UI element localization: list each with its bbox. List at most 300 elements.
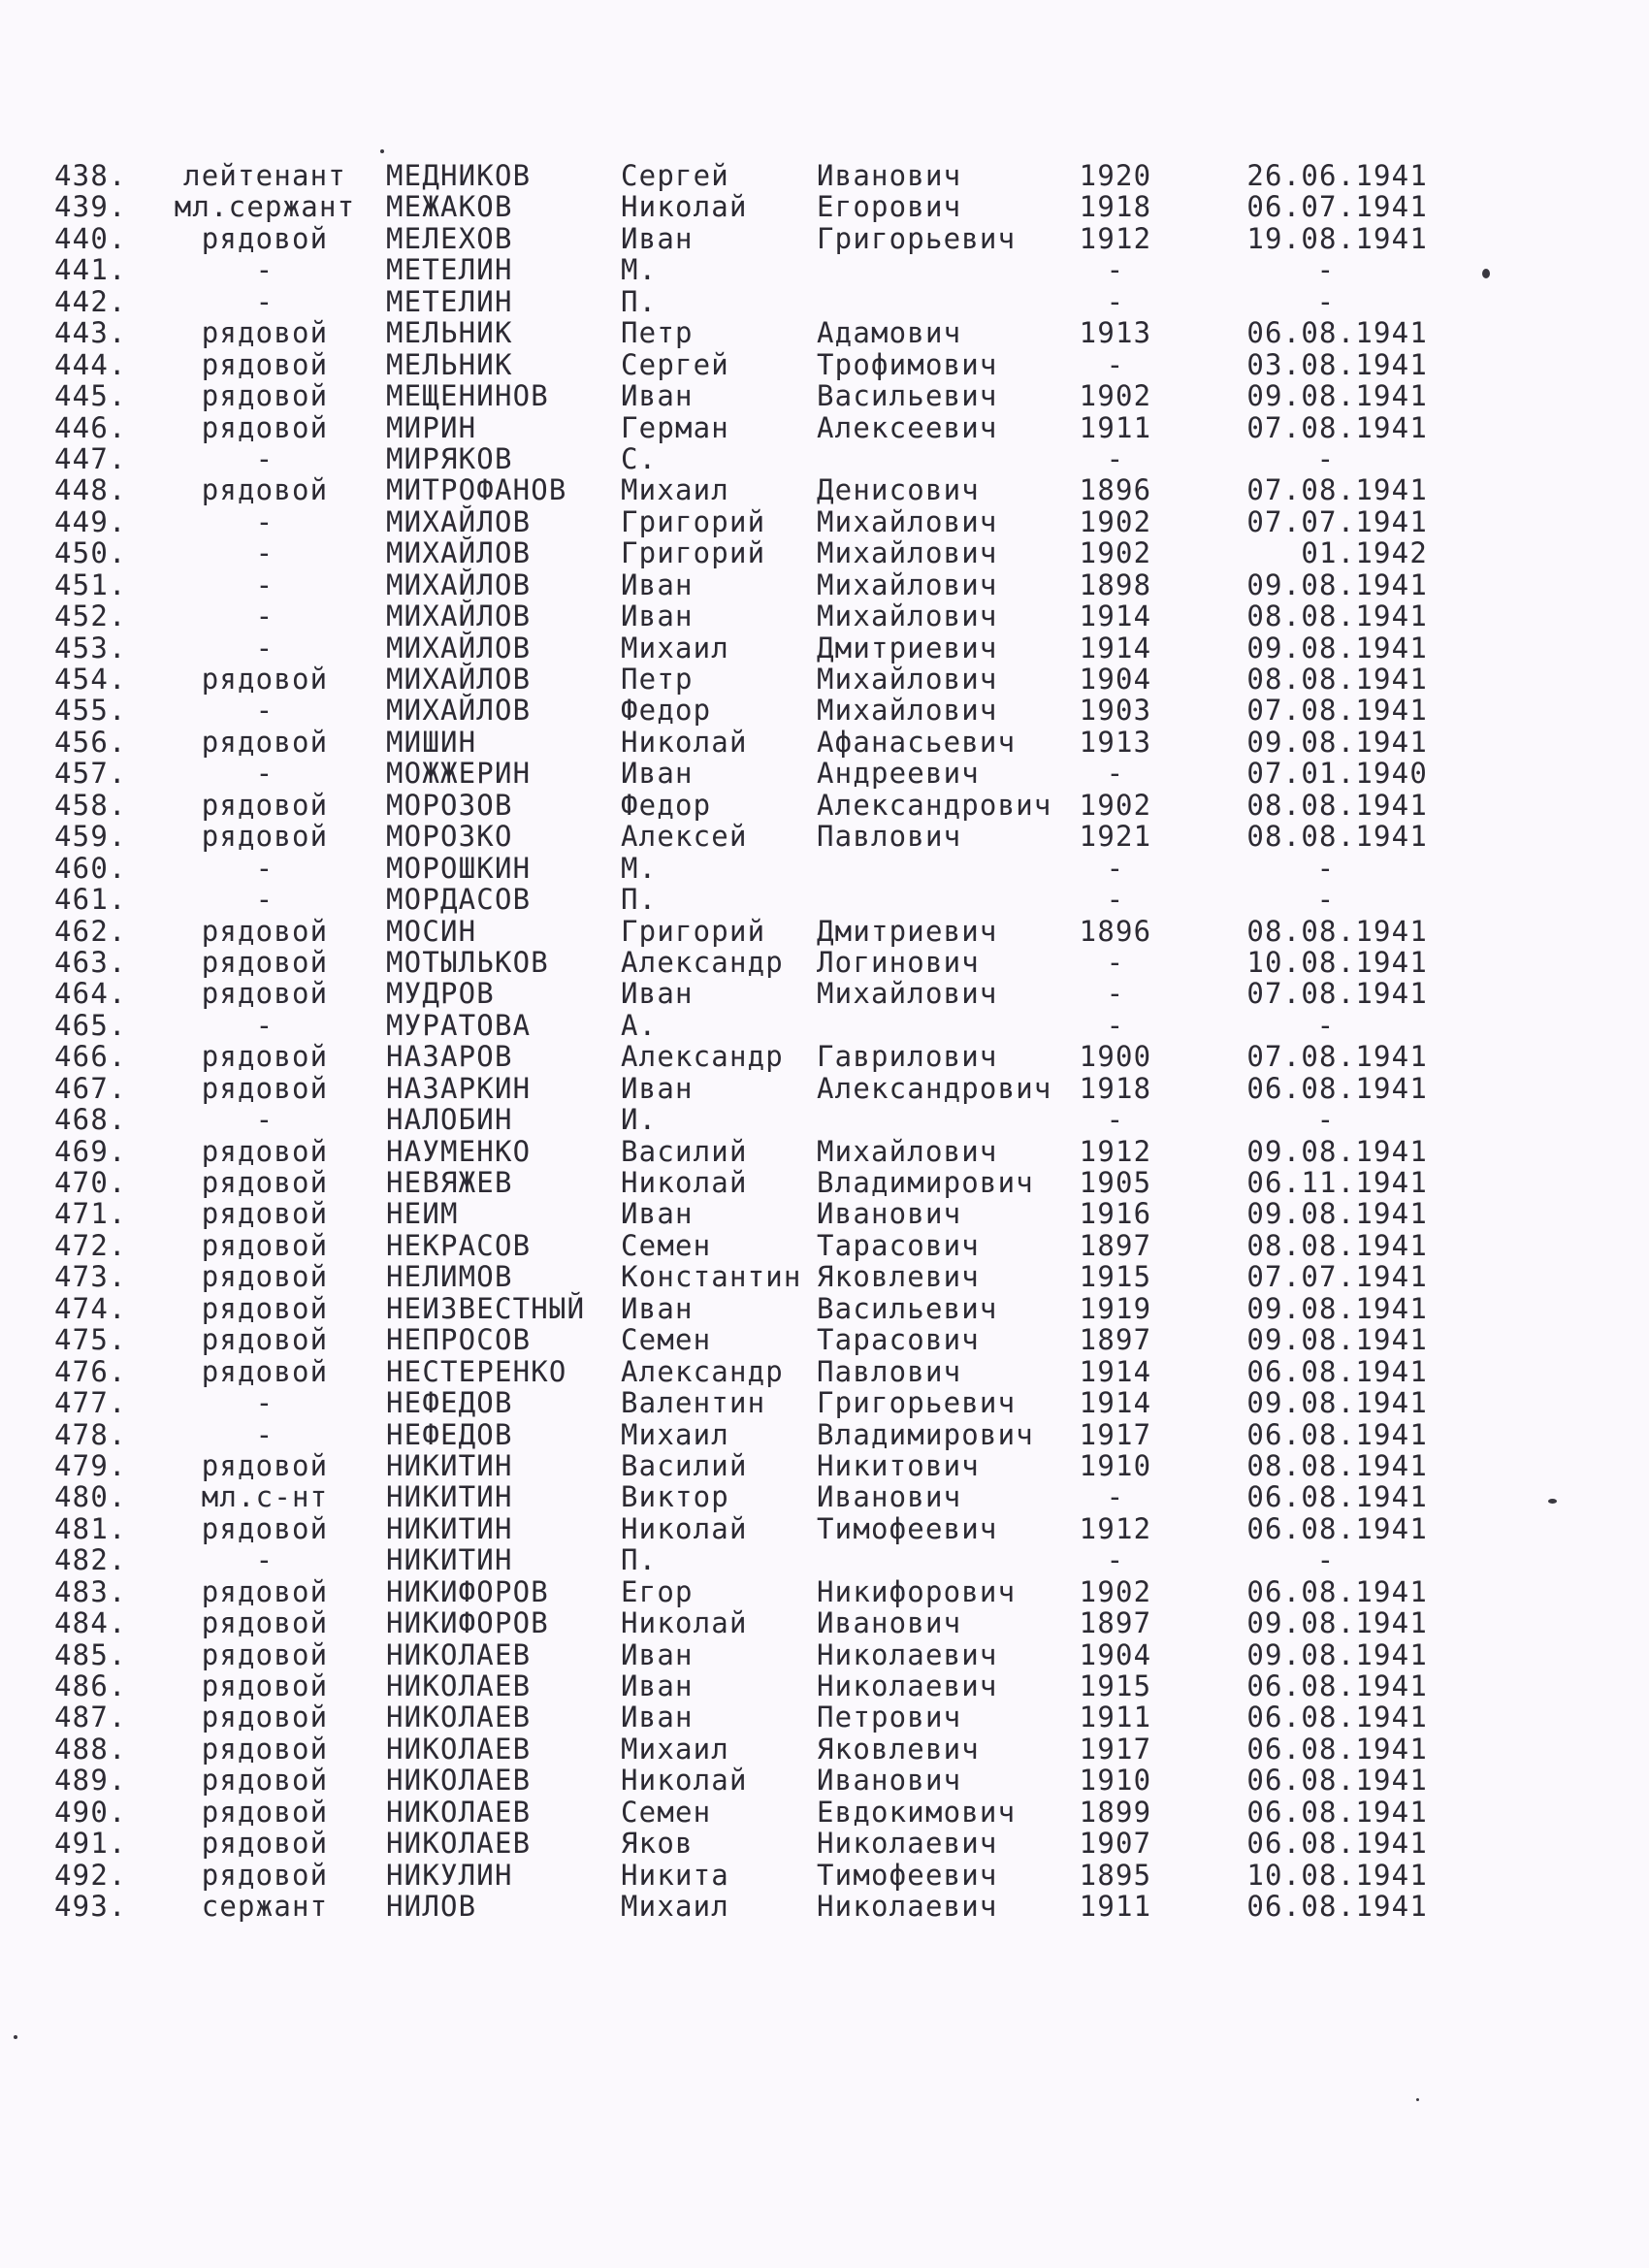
record-rank: - — [255, 504, 275, 538]
record-birth-year: 1915 — [1079, 1669, 1152, 1702]
record-first-name: Никита — [621, 1858, 729, 1892]
record-birth-year: 1914 — [1079, 1386, 1152, 1420]
record-birth-year: 1900 — [1079, 1040, 1152, 1074]
record-birth-year: 1920 — [1079, 159, 1152, 192]
record-first-name: П. — [621, 1543, 658, 1577]
record-date: 07.08.1941 — [1246, 1040, 1428, 1074]
record-birth-year: 1902 — [1079, 504, 1152, 538]
record-number: 485. — [54, 1637, 127, 1671]
record-surname: МОСИН — [386, 914, 477, 948]
record-first-name: Егор — [621, 1574, 694, 1608]
record-number: 463. — [54, 945, 127, 979]
record-surname: МЕЛЬНИК — [386, 347, 513, 381]
record-patronymic: Евдокимович — [817, 1795, 1017, 1829]
record-rank: рядовой — [201, 1858, 329, 1892]
record-date: 06.08.1941 — [1246, 1669, 1428, 1702]
list-row — [0, 1733, 1649, 1765]
record-birth-year: 1914 — [1079, 1354, 1152, 1388]
record-patronymic: Михайлович — [817, 567, 998, 601]
list-row — [0, 286, 1649, 317]
record-rank: - — [255, 253, 275, 287]
record-date: 07.08.1941 — [1246, 977, 1428, 1011]
list-row — [0, 1765, 1649, 1796]
record-number: 478. — [54, 1417, 127, 1451]
record-date: 06.08.1941 — [1246, 1071, 1428, 1105]
record-number: 467. — [54, 1071, 127, 1105]
list-row — [0, 1073, 1649, 1104]
record-rank: рядовой — [201, 221, 329, 255]
record-date: 07.08.1941 — [1246, 410, 1428, 444]
list-row — [0, 380, 1649, 411]
record-patronymic: Егорович — [817, 190, 962, 224]
record-patronymic: Петрович — [817, 1701, 962, 1734]
record-birth-year: 1902 — [1079, 379, 1152, 413]
record-number: 441. — [54, 253, 127, 287]
record-birth-year: 1918 — [1079, 190, 1152, 224]
list-row — [0, 1167, 1649, 1198]
record-first-name: М. — [621, 851, 658, 885]
record-surname: НЕСТЕРЕНКО — [386, 1354, 567, 1388]
record-rank: - — [255, 536, 275, 570]
record-date: 06.08.1941 — [1246, 1511, 1428, 1545]
record-birth-year: 1910 — [1079, 1764, 1152, 1798]
record-rank: - — [255, 757, 275, 791]
record-first-name: Иван — [621, 1291, 694, 1325]
record-patronymic: Иванович — [817, 1764, 962, 1798]
record-first-name: Александр — [621, 1354, 784, 1388]
record-surname: МЕЩЕНИНОВ — [386, 379, 549, 413]
record-rank: рядовой — [201, 1166, 329, 1199]
record-first-name: Иван — [621, 1637, 694, 1671]
list-row — [0, 1387, 1649, 1418]
record-birth-year: - — [1106, 253, 1125, 287]
record-number: 492. — [54, 1858, 127, 1892]
scan-speck — [1416, 2098, 1419, 2101]
record-date: - — [1316, 441, 1336, 475]
record-date: 26.06.1941 — [1246, 159, 1428, 192]
record-surname: НИКОЛАЕВ — [386, 1764, 532, 1798]
record-date: 19.08.1941 — [1246, 221, 1428, 255]
record-date: 07.08.1941 — [1246, 473, 1428, 507]
record-first-name: И. — [621, 1103, 658, 1137]
record-number: 452. — [54, 599, 127, 633]
record-date: 07.07.1941 — [1246, 504, 1428, 538]
record-rank: рядовой — [201, 473, 329, 507]
record-patronymic: Тимофеевич — [817, 1858, 998, 1892]
record-surname: НИКОЛАЕВ — [386, 1795, 532, 1829]
record-first-name: Яков — [621, 1827, 694, 1861]
record-first-name: П. — [621, 284, 658, 318]
record-surname: МЕЛЕХОВ — [386, 221, 513, 255]
record-date: 06.08.1941 — [1246, 1354, 1428, 1388]
record-date: - — [1316, 1103, 1336, 1137]
record-surname: НИКОЛАЕВ — [386, 1732, 532, 1766]
record-rank: - — [255, 631, 275, 664]
record-rank: - — [255, 694, 275, 728]
record-date: 06.08.1941 — [1246, 1827, 1428, 1861]
record-first-name: Николай — [621, 1511, 748, 1545]
record-rank: - — [255, 1008, 275, 1042]
record-birth-year: - — [1106, 347, 1125, 381]
record-birth-year: 1917 — [1079, 1417, 1152, 1451]
record-birth-year: 1915 — [1079, 1260, 1152, 1294]
record-surname: НЕИМ — [386, 1197, 459, 1231]
record-birth-year: 1912 — [1079, 1511, 1152, 1545]
list-row — [0, 1450, 1649, 1481]
record-birth-year: 1914 — [1079, 631, 1152, 664]
record-birth-year: 1902 — [1079, 536, 1152, 570]
record-date: - — [1316, 1543, 1336, 1577]
record-surname: МЕЛЬНИК — [386, 316, 513, 350]
record-surname: МОРОШКИН — [386, 851, 532, 885]
record-number: 468. — [54, 1103, 127, 1137]
list-row — [0, 1481, 1649, 1512]
record-birth-year: 1913 — [1079, 316, 1152, 350]
list-row — [0, 1670, 1649, 1701]
record-rank: - — [255, 883, 275, 917]
list-row — [0, 1104, 1649, 1135]
record-first-name: П. — [621, 883, 658, 917]
record-first-name: Иван — [621, 757, 694, 791]
record-number: 475. — [54, 1323, 127, 1357]
record-number: 438. — [54, 159, 127, 192]
record-date: - — [1316, 1008, 1336, 1042]
record-rank: рядовой — [201, 1323, 329, 1357]
record-rank: рядовой — [201, 1291, 329, 1325]
record-number: 448. — [54, 473, 127, 507]
record-date: 06.08.1941 — [1246, 316, 1428, 350]
list-row — [0, 916, 1649, 947]
record-number: 482. — [54, 1543, 127, 1577]
record-date: 06.08.1941 — [1246, 1417, 1428, 1451]
record-patronymic: Тарасович — [817, 1228, 980, 1262]
record-rank: рядовой — [201, 316, 329, 350]
list-row — [0, 254, 1649, 285]
record-birth-year: - — [1106, 284, 1125, 318]
list-row — [0, 317, 1649, 348]
record-date: 03.08.1941 — [1246, 347, 1428, 381]
record-first-name: Валентин — [621, 1386, 766, 1420]
record-rank: - — [255, 1103, 275, 1137]
record-surname: НАЗАРКИН — [386, 1071, 532, 1105]
record-rank: - — [255, 284, 275, 318]
record-date: 10.08.1941 — [1246, 1858, 1428, 1892]
record-surname: НИКИФОРОВ — [386, 1606, 549, 1640]
record-first-name: Петр — [621, 316, 694, 350]
record-first-name: Николай — [621, 1606, 748, 1640]
record-surname: НАЗАРОВ — [386, 1040, 513, 1074]
record-number: 472. — [54, 1228, 127, 1262]
record-birth-year: 1917 — [1079, 1732, 1152, 1766]
record-rank: рядовой — [201, 1606, 329, 1640]
record-patronymic: Дмитриевич — [817, 914, 998, 948]
record-rank: сержант — [201, 1890, 329, 1924]
record-surname: МЕТЕЛИН — [386, 253, 513, 287]
scan-speck — [1482, 269, 1490, 278]
record-rank: рядовой — [201, 1197, 329, 1231]
record-date: 06.08.1941 — [1246, 1732, 1428, 1766]
record-surname: МОЖЖЕРИН — [386, 757, 532, 791]
record-birth-year: 1905 — [1079, 1166, 1152, 1199]
record-number: 445. — [54, 379, 127, 413]
record-date: - — [1316, 253, 1336, 287]
list-row — [0, 349, 1649, 380]
record-first-name: Александр — [621, 945, 784, 979]
record-birth-year: - — [1106, 883, 1125, 917]
record-birth-year: 1912 — [1079, 221, 1152, 255]
record-rank: рядовой — [201, 1827, 329, 1861]
record-surname: НАУМЕНКО — [386, 1134, 532, 1168]
record-birth-year: 1895 — [1079, 1858, 1152, 1892]
record-surname: МИХАЙЛОВ — [386, 599, 532, 633]
record-surname: МИХАЙЛОВ — [386, 567, 532, 601]
record-rank: рядовой — [201, 1701, 329, 1734]
list-row — [0, 695, 1649, 726]
record-patronymic: Николаевич — [817, 1890, 998, 1924]
record-number: 480. — [54, 1480, 127, 1514]
record-number: 442. — [54, 284, 127, 318]
list-row — [0, 537, 1649, 568]
record-number: 447. — [54, 441, 127, 475]
record-surname: НИКИТИН — [386, 1511, 513, 1545]
list-row — [0, 443, 1649, 474]
record-patronymic: Иванович — [817, 159, 962, 192]
record-rank: рядовой — [201, 1732, 329, 1766]
record-rank: рядовой — [201, 914, 329, 948]
scan-speck — [1548, 1499, 1557, 1504]
record-rank: лейтенант — [183, 159, 346, 192]
record-number: 466. — [54, 1040, 127, 1074]
record-patronymic: Павлович — [817, 820, 962, 854]
record-number: 490. — [54, 1795, 127, 1829]
record-first-name: Николай — [621, 190, 748, 224]
record-surname: МУДРОВ — [386, 977, 495, 1011]
record-first-name: Алексей — [621, 820, 748, 854]
record-number: 474. — [54, 1291, 127, 1325]
record-first-name: Иван — [621, 1197, 694, 1231]
list-row — [0, 1860, 1649, 1891]
record-first-name: Михаил — [621, 631, 729, 664]
record-rank: рядовой — [201, 725, 329, 759]
record-birth-year: 1898 — [1079, 567, 1152, 601]
record-date: 09.08.1941 — [1246, 1386, 1428, 1420]
record-rank: рядовой — [201, 1574, 329, 1608]
list-row — [0, 223, 1649, 254]
record-first-name: Михаил — [621, 473, 729, 507]
record-first-name: Николай — [621, 725, 748, 759]
record-patronymic: Иванович — [817, 1606, 962, 1640]
record-birth-year: - — [1106, 1008, 1125, 1042]
record-birth-year: - — [1106, 1103, 1125, 1137]
record-birth-year: 1910 — [1079, 1448, 1152, 1482]
list-row — [0, 1198, 1649, 1229]
record-number: 477. — [54, 1386, 127, 1420]
record-number: 453. — [54, 631, 127, 664]
record-surname: НИКОЛАЕВ — [386, 1669, 532, 1702]
record-birth-year: 1897 — [1079, 1606, 1152, 1640]
record-rank: - — [255, 1417, 275, 1451]
record-rank: рядовой — [201, 1448, 329, 1482]
record-patronymic: Афанасьевич — [817, 725, 1017, 759]
record-rank: рядовой — [201, 1669, 329, 1702]
record-surname: МИРИН — [386, 410, 477, 444]
record-date: 09.08.1941 — [1246, 1291, 1428, 1325]
list-row — [0, 474, 1649, 505]
record-number: 470. — [54, 1166, 127, 1199]
record-patronymic: Николаевич — [817, 1669, 998, 1702]
record-birth-year: - — [1106, 757, 1125, 791]
record-birth-year: 1913 — [1079, 725, 1152, 759]
record-date: - — [1316, 851, 1336, 885]
record-date: 06.08.1941 — [1246, 1701, 1428, 1734]
record-number: 451. — [54, 567, 127, 601]
record-rank: рядовой — [201, 788, 329, 822]
record-birth-year: 1914 — [1079, 599, 1152, 633]
record-date: 06.08.1941 — [1246, 1795, 1428, 1829]
record-rank: рядовой — [201, 820, 329, 854]
record-number: 459. — [54, 820, 127, 854]
record-first-name: Василий — [621, 1448, 748, 1482]
record-rank: - — [255, 441, 275, 475]
list-row — [0, 727, 1649, 758]
record-birth-year: 1902 — [1079, 1574, 1152, 1608]
record-patronymic: Михайлович — [817, 663, 998, 696]
record-surname: НИКОЛАЕВ — [386, 1701, 532, 1734]
record-rank: мл.с-нт — [201, 1480, 329, 1514]
record-patronymic: Тимофеевич — [817, 1511, 998, 1545]
record-birth-year: 1919 — [1079, 1291, 1152, 1325]
list-row — [0, 1293, 1649, 1324]
list-row — [0, 632, 1649, 664]
record-number: 449. — [54, 504, 127, 538]
record-surname: МОРОЗОВ — [386, 788, 513, 822]
record-number: 487. — [54, 1701, 127, 1734]
record-date: 06.07.1941 — [1246, 190, 1428, 224]
record-date: - — [1316, 883, 1336, 917]
record-number: 446. — [54, 410, 127, 444]
record-patronymic: Васильевич — [817, 1291, 998, 1325]
record-surname: НИКИТИН — [386, 1480, 513, 1514]
record-number: 462. — [54, 914, 127, 948]
list-row — [0, 1136, 1649, 1167]
record-birth-year: - — [1106, 1543, 1125, 1577]
record-date: 06.08.1941 — [1246, 1480, 1428, 1514]
record-number: 484. — [54, 1606, 127, 1640]
record-patronymic: Михайлович — [817, 1134, 998, 1168]
list-row — [0, 947, 1649, 978]
record-patronymic: Яковлевич — [817, 1260, 980, 1294]
record-birth-year: 1907 — [1079, 1827, 1152, 1861]
record-first-name: Константин — [621, 1260, 802, 1294]
record-surname: МИХАЙЛОВ — [386, 631, 532, 664]
record-number: 491. — [54, 1827, 127, 1861]
record-rank: рядовой — [201, 1040, 329, 1074]
record-birth-year: 1899 — [1079, 1795, 1152, 1829]
record-first-name: Иван — [621, 1669, 694, 1702]
record-surname: МЕДНИКОВ — [386, 159, 532, 192]
record-number: 469. — [54, 1134, 127, 1168]
record-number: 439. — [54, 190, 127, 224]
record-number: 454. — [54, 663, 127, 696]
record-first-name: Иван — [621, 379, 694, 413]
record-surname: НЕФЕДОВ — [386, 1417, 513, 1451]
record-date: 08.08.1941 — [1246, 914, 1428, 948]
record-patronymic: Михайлович — [817, 599, 998, 633]
record-birth-year: 1896 — [1079, 914, 1152, 948]
list-row — [0, 1828, 1649, 1859]
record-surname: НЕВЯЖЕВ — [386, 1166, 513, 1199]
record-number: 493. — [54, 1890, 127, 1924]
record-patronymic: Владимирович — [817, 1417, 1034, 1451]
list-row — [0, 1356, 1649, 1387]
record-date: 08.08.1941 — [1246, 820, 1428, 854]
record-first-name: Григорий — [621, 536, 766, 570]
list-row — [0, 569, 1649, 600]
list-row — [0, 1891, 1649, 1922]
record-birth-year: 1903 — [1079, 694, 1152, 728]
record-first-name: С. — [621, 441, 658, 475]
record-first-name: Иван — [621, 1701, 694, 1734]
list-row — [0, 1576, 1649, 1607]
record-rank: рядовой — [201, 945, 329, 979]
record-surname: НИКИТИН — [386, 1448, 513, 1482]
record-patronymic: Дмитриевич — [817, 631, 998, 664]
record-surname: НИКУЛИН — [386, 1858, 513, 1892]
list-row — [0, 1607, 1649, 1638]
record-patronymic: Михайлович — [817, 694, 998, 728]
record-date: 06.08.1941 — [1246, 1574, 1428, 1608]
record-rank: - — [255, 851, 275, 885]
record-first-name: Николай — [621, 1764, 748, 1798]
casualty-list — [0, 160, 1649, 1923]
record-date: 07.07.1941 — [1246, 1260, 1428, 1294]
record-patronymic: Адамович — [817, 316, 962, 350]
record-rank: рядовой — [201, 1511, 329, 1545]
record-date: 09.08.1941 — [1246, 567, 1428, 601]
record-patronymic: Николаевич — [817, 1637, 998, 1671]
record-rank: рядовой — [201, 1637, 329, 1671]
record-surname: МИХАЙЛОВ — [386, 504, 532, 538]
record-patronymic: Павлович — [817, 1354, 962, 1388]
record-first-name: Федор — [621, 694, 712, 728]
record-birth-year: - — [1106, 441, 1125, 475]
record-surname: НЕФЕДОВ — [386, 1386, 513, 1420]
record-rank: - — [255, 1543, 275, 1577]
list-row — [0, 1010, 1649, 1041]
record-surname: МЕТЕЛИН — [386, 284, 513, 318]
record-patronymic: Михайлович — [817, 504, 998, 538]
list-row — [0, 1513, 1649, 1544]
record-surname: НИКОЛАЕВ — [386, 1637, 532, 1671]
record-patronymic: Тарасович — [817, 1323, 980, 1357]
list-row — [0, 1041, 1649, 1072]
record-date: 09.08.1941 — [1246, 725, 1428, 759]
record-surname: НЕПРОСОВ — [386, 1323, 532, 1357]
record-surname: НЕЛИМОВ — [386, 1260, 513, 1294]
record-first-name: Василий — [621, 1134, 748, 1168]
record-first-name: Иван — [621, 1071, 694, 1105]
record-birth-year: 1918 — [1079, 1071, 1152, 1105]
record-surname: МОРДАСОВ — [386, 883, 532, 917]
record-patronymic: Гаврилович — [817, 1040, 998, 1074]
record-date: 08.08.1941 — [1246, 663, 1428, 696]
record-birth-year: - — [1106, 1480, 1125, 1514]
record-patronymic: Никитович — [817, 1448, 980, 1482]
record-surname: НИКИТИН — [386, 1543, 513, 1577]
record-rank: рядовой — [201, 1795, 329, 1829]
record-date: 06.08.1941 — [1246, 1890, 1428, 1924]
record-first-name: Григорий — [621, 914, 766, 948]
